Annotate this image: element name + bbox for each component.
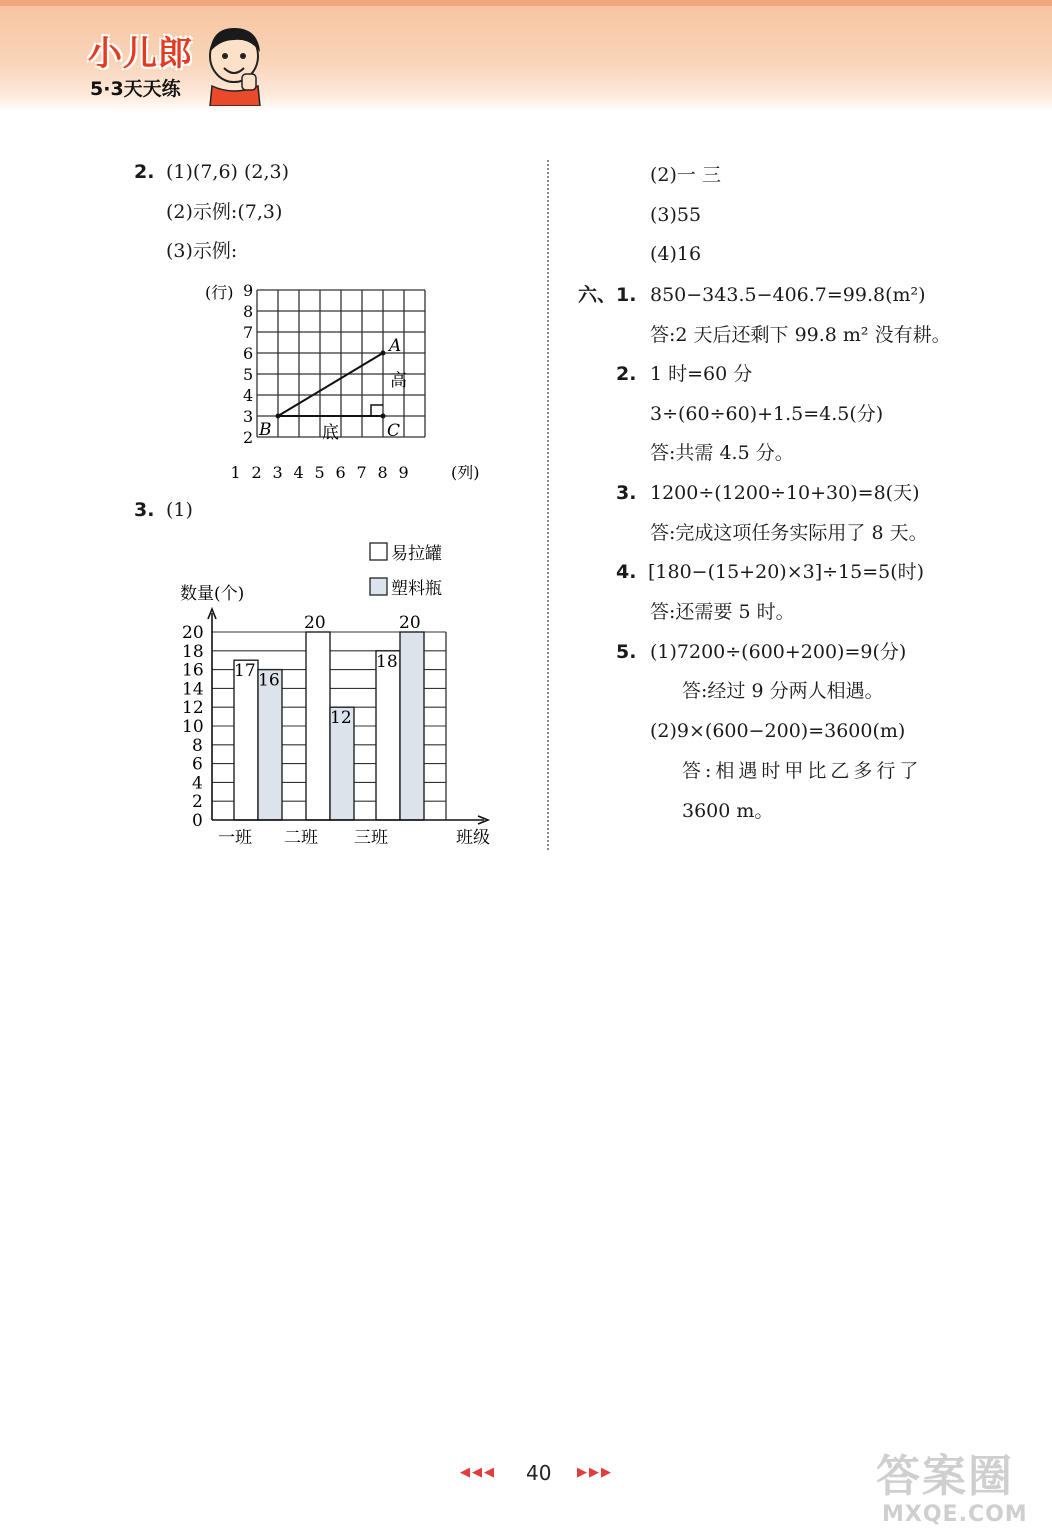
section-6-q5-answer-2b: 3600 m。	[682, 800, 774, 822]
base-label: 底	[322, 423, 339, 443]
mascot-boy-icon	[198, 22, 270, 106]
height-label: 高	[390, 371, 407, 391]
chart-x-axis-label: 班级	[456, 828, 490, 848]
bar-data-label: 16	[258, 670, 280, 691]
grid-y-tick-label: 5	[243, 365, 254, 384]
grid-x-tick-label: 3	[272, 463, 283, 482]
bar-data-label: 20	[399, 613, 421, 633]
bar-一班-塑料瓶	[258, 670, 282, 820]
chart-x-tick-label: 二班	[284, 828, 318, 848]
grid-y-tick-label: 3	[243, 407, 254, 426]
point-c-label: C	[387, 421, 401, 441]
page-number: 40	[526, 1461, 552, 1485]
section-6-q5-equation-2: (2)9×(600−200)=3600(m)	[650, 720, 906, 742]
point-c-dot	[381, 414, 386, 419]
grid-y-tick-label: 6	[243, 344, 254, 363]
grid-x-tick-label: 9	[398, 463, 409, 482]
section-6-q1-answer: 答:2 天后还剩下 99.8 m² 没有耕。	[650, 324, 951, 346]
grid-x-ticks	[231, 463, 409, 482]
grid-y-tick-label: 9	[243, 281, 254, 300]
chart-y-tick-label: 20	[182, 623, 204, 643]
grid-y-tick-label: 7	[243, 323, 254, 342]
grid-row-unit: (行)	[205, 283, 234, 302]
chart-x-tick-label: 三班	[354, 828, 388, 848]
legend-swatch-1	[370, 543, 387, 560]
bar-一班-易拉罐	[234, 660, 258, 820]
chart-y-tick-label: 18	[182, 641, 204, 662]
chart-legend	[370, 543, 442, 599]
q2-part1: (1)(7,6) (2,3)	[166, 161, 290, 183]
section-6-q5-answer-1: 答:经过 9 分两人相遇。	[682, 680, 884, 702]
section-6-q4-equation: [180−(15+20)×3]÷15=5(时)	[648, 561, 925, 583]
bar-data-label: 17	[234, 661, 256, 682]
point-a-label: A	[389, 336, 402, 356]
chart-y-tick-label: 0	[192, 811, 203, 831]
q2-part2: (2)示例:(7,3)	[166, 201, 283, 223]
bar-data-label: 20	[304, 613, 326, 633]
grid-x-tick-label: 7	[356, 463, 367, 482]
page-header	[0, 0, 1052, 112]
answer-2-3: (3)55	[650, 204, 702, 226]
chart-y-tick-label: 16	[182, 660, 204, 681]
section-6-q5-equation-1: (1)7200÷(600+200)=9(分)	[650, 641, 907, 663]
section-6-q5-answer-2a: 答:相遇时甲比乙多行了	[682, 760, 923, 782]
chart-y-tick-label: 12	[182, 698, 204, 719]
grid-x-tick-label: 5	[314, 463, 325, 482]
point-b-label: B	[259, 420, 272, 440]
q3-number: 3.	[134, 499, 155, 521]
bar-三班-塑料瓶	[400, 632, 424, 820]
grid-x-tick-label: 1	[230, 463, 241, 482]
grid-lines	[257, 290, 425, 437]
chart-x-tick-label: 一班	[218, 828, 252, 848]
chart-y-tick-label: 8	[192, 735, 203, 756]
chart-y-tick-label: 6	[192, 754, 203, 775]
section-6-q5-number: 5.	[616, 641, 637, 663]
q2-number: 2.	[134, 161, 155, 183]
watermark-url: MXQE.COM	[882, 1502, 1028, 1527]
grid-x-tick-label: 2	[251, 463, 262, 482]
section-6-q1-number: 六、1.	[578, 284, 637, 306]
chart-y-axis-label: 数量(个)	[180, 584, 245, 604]
grid-y-tick-label: 8	[243, 302, 254, 321]
section-6-q3-number: 3.	[616, 482, 637, 504]
section-6-q2-number: 2.	[616, 363, 637, 385]
column-divider	[547, 160, 549, 850]
grid-x-tick-label: 6	[335, 463, 346, 482]
legend-label-1: 易拉罐	[391, 544, 442, 564]
point-b-dot	[276, 414, 281, 419]
chart-y-tick-label: 2	[192, 792, 203, 813]
section-6-q2-line2: 3÷(60÷60)+1.5=4.5(分)	[650, 403, 884, 425]
section-6-q4-answer: 答:还需要 5 时。	[650, 601, 795, 623]
section-6-q1-equation: 850−343.5−406.7=99.8(m²)	[650, 284, 926, 306]
section-6-q2-answer: 答:共需 4.5 分。	[650, 442, 794, 464]
chart-x-ticks	[218, 828, 388, 848]
bar-data-label: 12	[330, 708, 352, 729]
section-6-q4-number: 4.	[616, 561, 637, 583]
legend-swatch-2	[370, 578, 387, 595]
legend-label-2: 塑料瓶	[391, 579, 442, 599]
q3-part1: (1)	[166, 499, 193, 521]
triangle-hypotenuse	[278, 353, 383, 416]
bar-data-label: 18	[376, 651, 398, 672]
chart-y-tick-label: 14	[182, 679, 204, 700]
grid-x-tick-label: 4	[293, 463, 304, 482]
bar-二班-易拉罐	[306, 632, 330, 820]
watermark-title: 答案圈	[876, 1451, 1014, 1502]
grid-y-tick-label: 2	[243, 428, 254, 447]
bar-三班-易拉罐	[376, 651, 400, 820]
answer-2-2: (2)一 三	[650, 164, 721, 186]
footer-right-arrows-icon: ▶▶▶	[577, 1465, 613, 1480]
coordinate-grid	[195, 278, 495, 488]
chart-y-ticks	[182, 623, 204, 831]
section-6-q3-answer: 答:完成这项任务实际用了 8 天。	[650, 522, 928, 544]
header-strip	[0, 0, 1052, 6]
grid-y-tick-label: 4	[243, 386, 254, 405]
footer-left-arrows-icon: ◀◀◀	[460, 1465, 496, 1480]
section-6-q3-equation: 1200÷(1200÷10+30)=8(天)	[650, 482, 920, 504]
brand-logo	[82, 22, 267, 107]
chart-y-tick-label: 4	[192, 773, 203, 794]
answer-2-4: (4)16	[650, 243, 702, 265]
brand-title: 小儿郎	[88, 34, 193, 74]
grid-col-unit: (列)	[451, 463, 480, 482]
bar-chart	[172, 535, 502, 850]
watermark	[872, 1440, 1047, 1532]
point-a-dot	[381, 351, 386, 356]
series-title: 5·3天天练	[90, 78, 181, 100]
q2-part3: (3)示例:	[166, 240, 238, 262]
chart-y-tick-label: 10	[182, 717, 204, 737]
grid-y-ticks	[243, 281, 253, 447]
grid-x-tick-label: 8	[377, 463, 388, 482]
section-6-q2-line1: 1 时=60 分	[650, 363, 753, 385]
